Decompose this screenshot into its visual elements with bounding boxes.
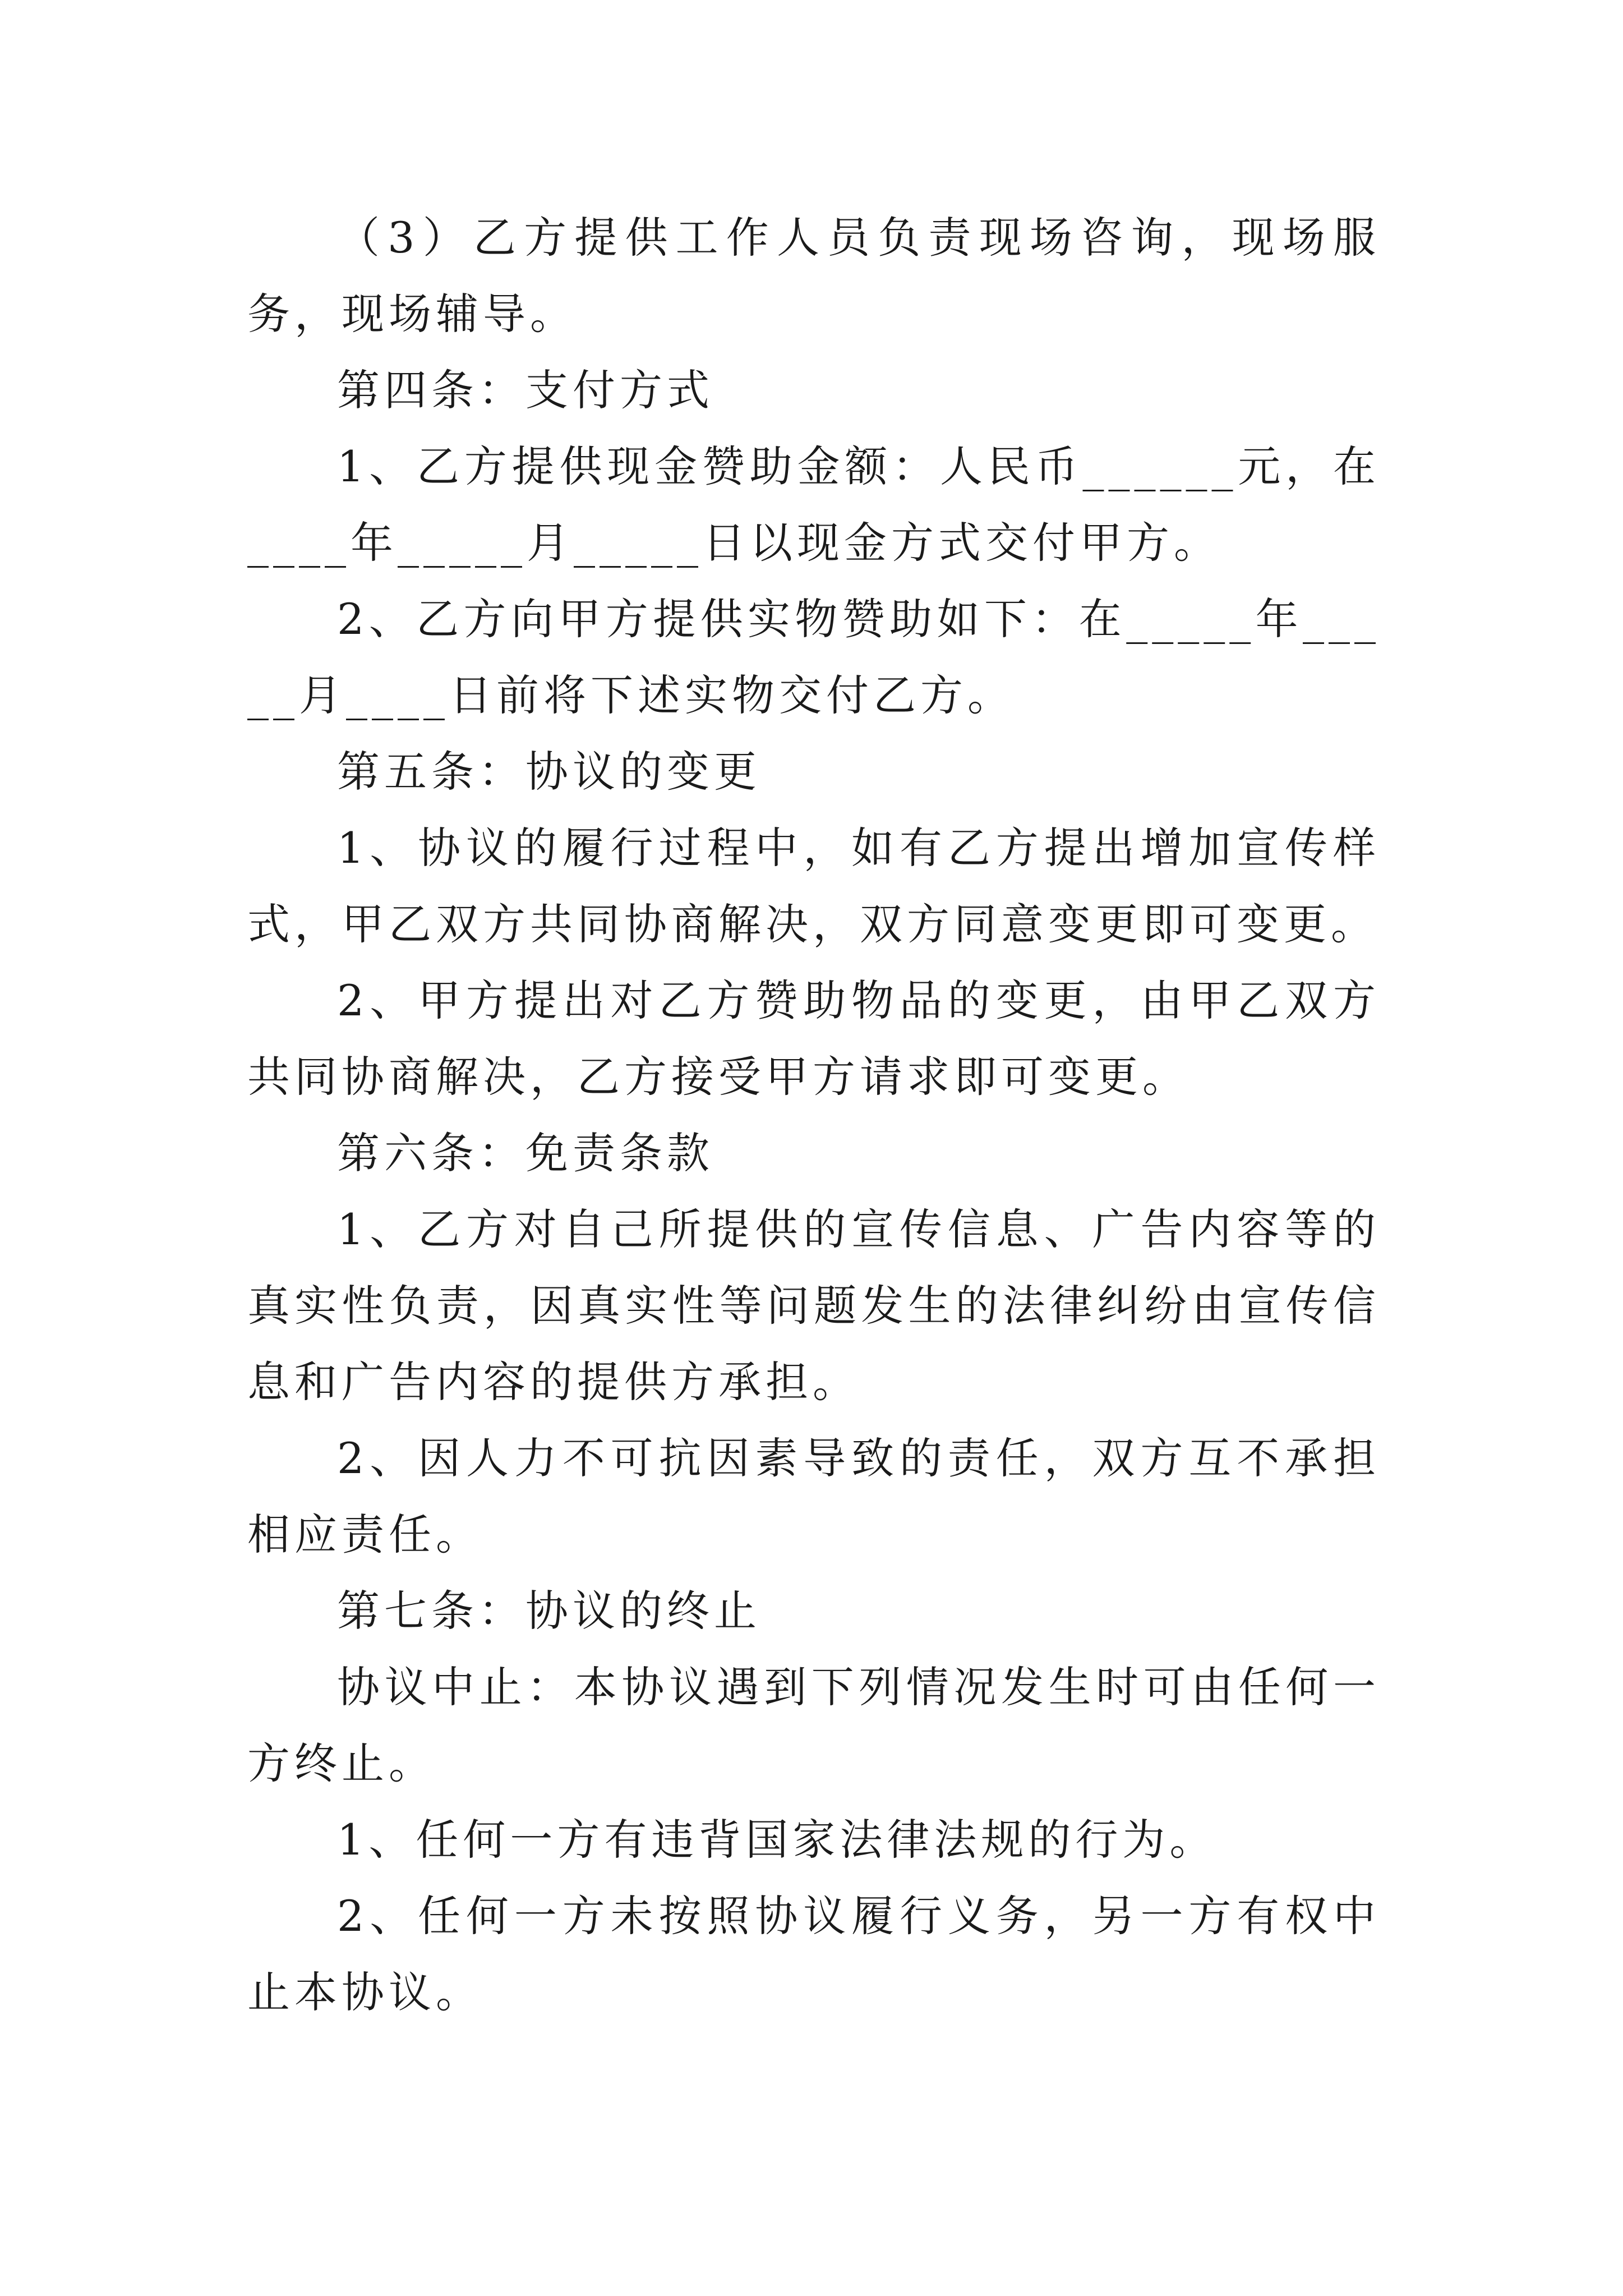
paragraph-change-2: 2、甲方提出对乙方赞助物品的变更，由甲乙双方共同协商解决，乙方接受甲方请求即可变更。 [247,976,1380,1102]
paragraph-disclaimer-2: 2、因人力不可抗因素导致的责任，双方互不承担相应责任。 [247,1433,1380,1559]
paragraph-service-staff: （3）乙方提供工作人员负责现场咨询，现场服务，现场辅导。 [247,213,1380,339]
heading-article-5: 第五条：协议的变更 [337,747,761,797]
document-body [247,200,1380,2031]
paragraph-termination-2: 2、任何一方未按照协议履行义务，另一方有权中止本协议。 [247,1891,1380,2017]
heading-article-7: 第七条：协议的终止 [337,1586,761,1636]
heading-article-4: 第四条：支付方式 [337,365,714,415]
paragraph-termination-1: 1、任何一方有违背国家法律法规的行为。 [337,1815,1217,1865]
paragraph-termination-intro: 协议中止：本协议遇到下列情况发生时可由任何一方终止。 [247,1662,1380,1788]
paragraph-disclaimer-1: 1、乙方对自己所提供的宣传信息、广告内容等的真实性负责，因真实性等问题发生的法律纠纷由宣传信息和广告内容的提供方承担。 [247,1204,1380,1407]
paragraph-goods-sponsorship: 2、乙方向甲方提供实物赞助如下：在_____年_____月____日前将下述实物交付乙方。 [247,594,1380,720]
paragraph-change-1: 1、协议的履行过程中，如有乙方提出增加宣传样式，甲乙双方共同协商解决，双方同意变更即可变更。 [247,823,1380,949]
heading-article-6: 第六条：免责条款 [337,1128,714,1178]
paragraph-cash-sponsorship: 1、乙方提供现金赞助金额：人民币______元，在____年_____月_____日以现金方式交付甲方。 [247,441,1380,568]
